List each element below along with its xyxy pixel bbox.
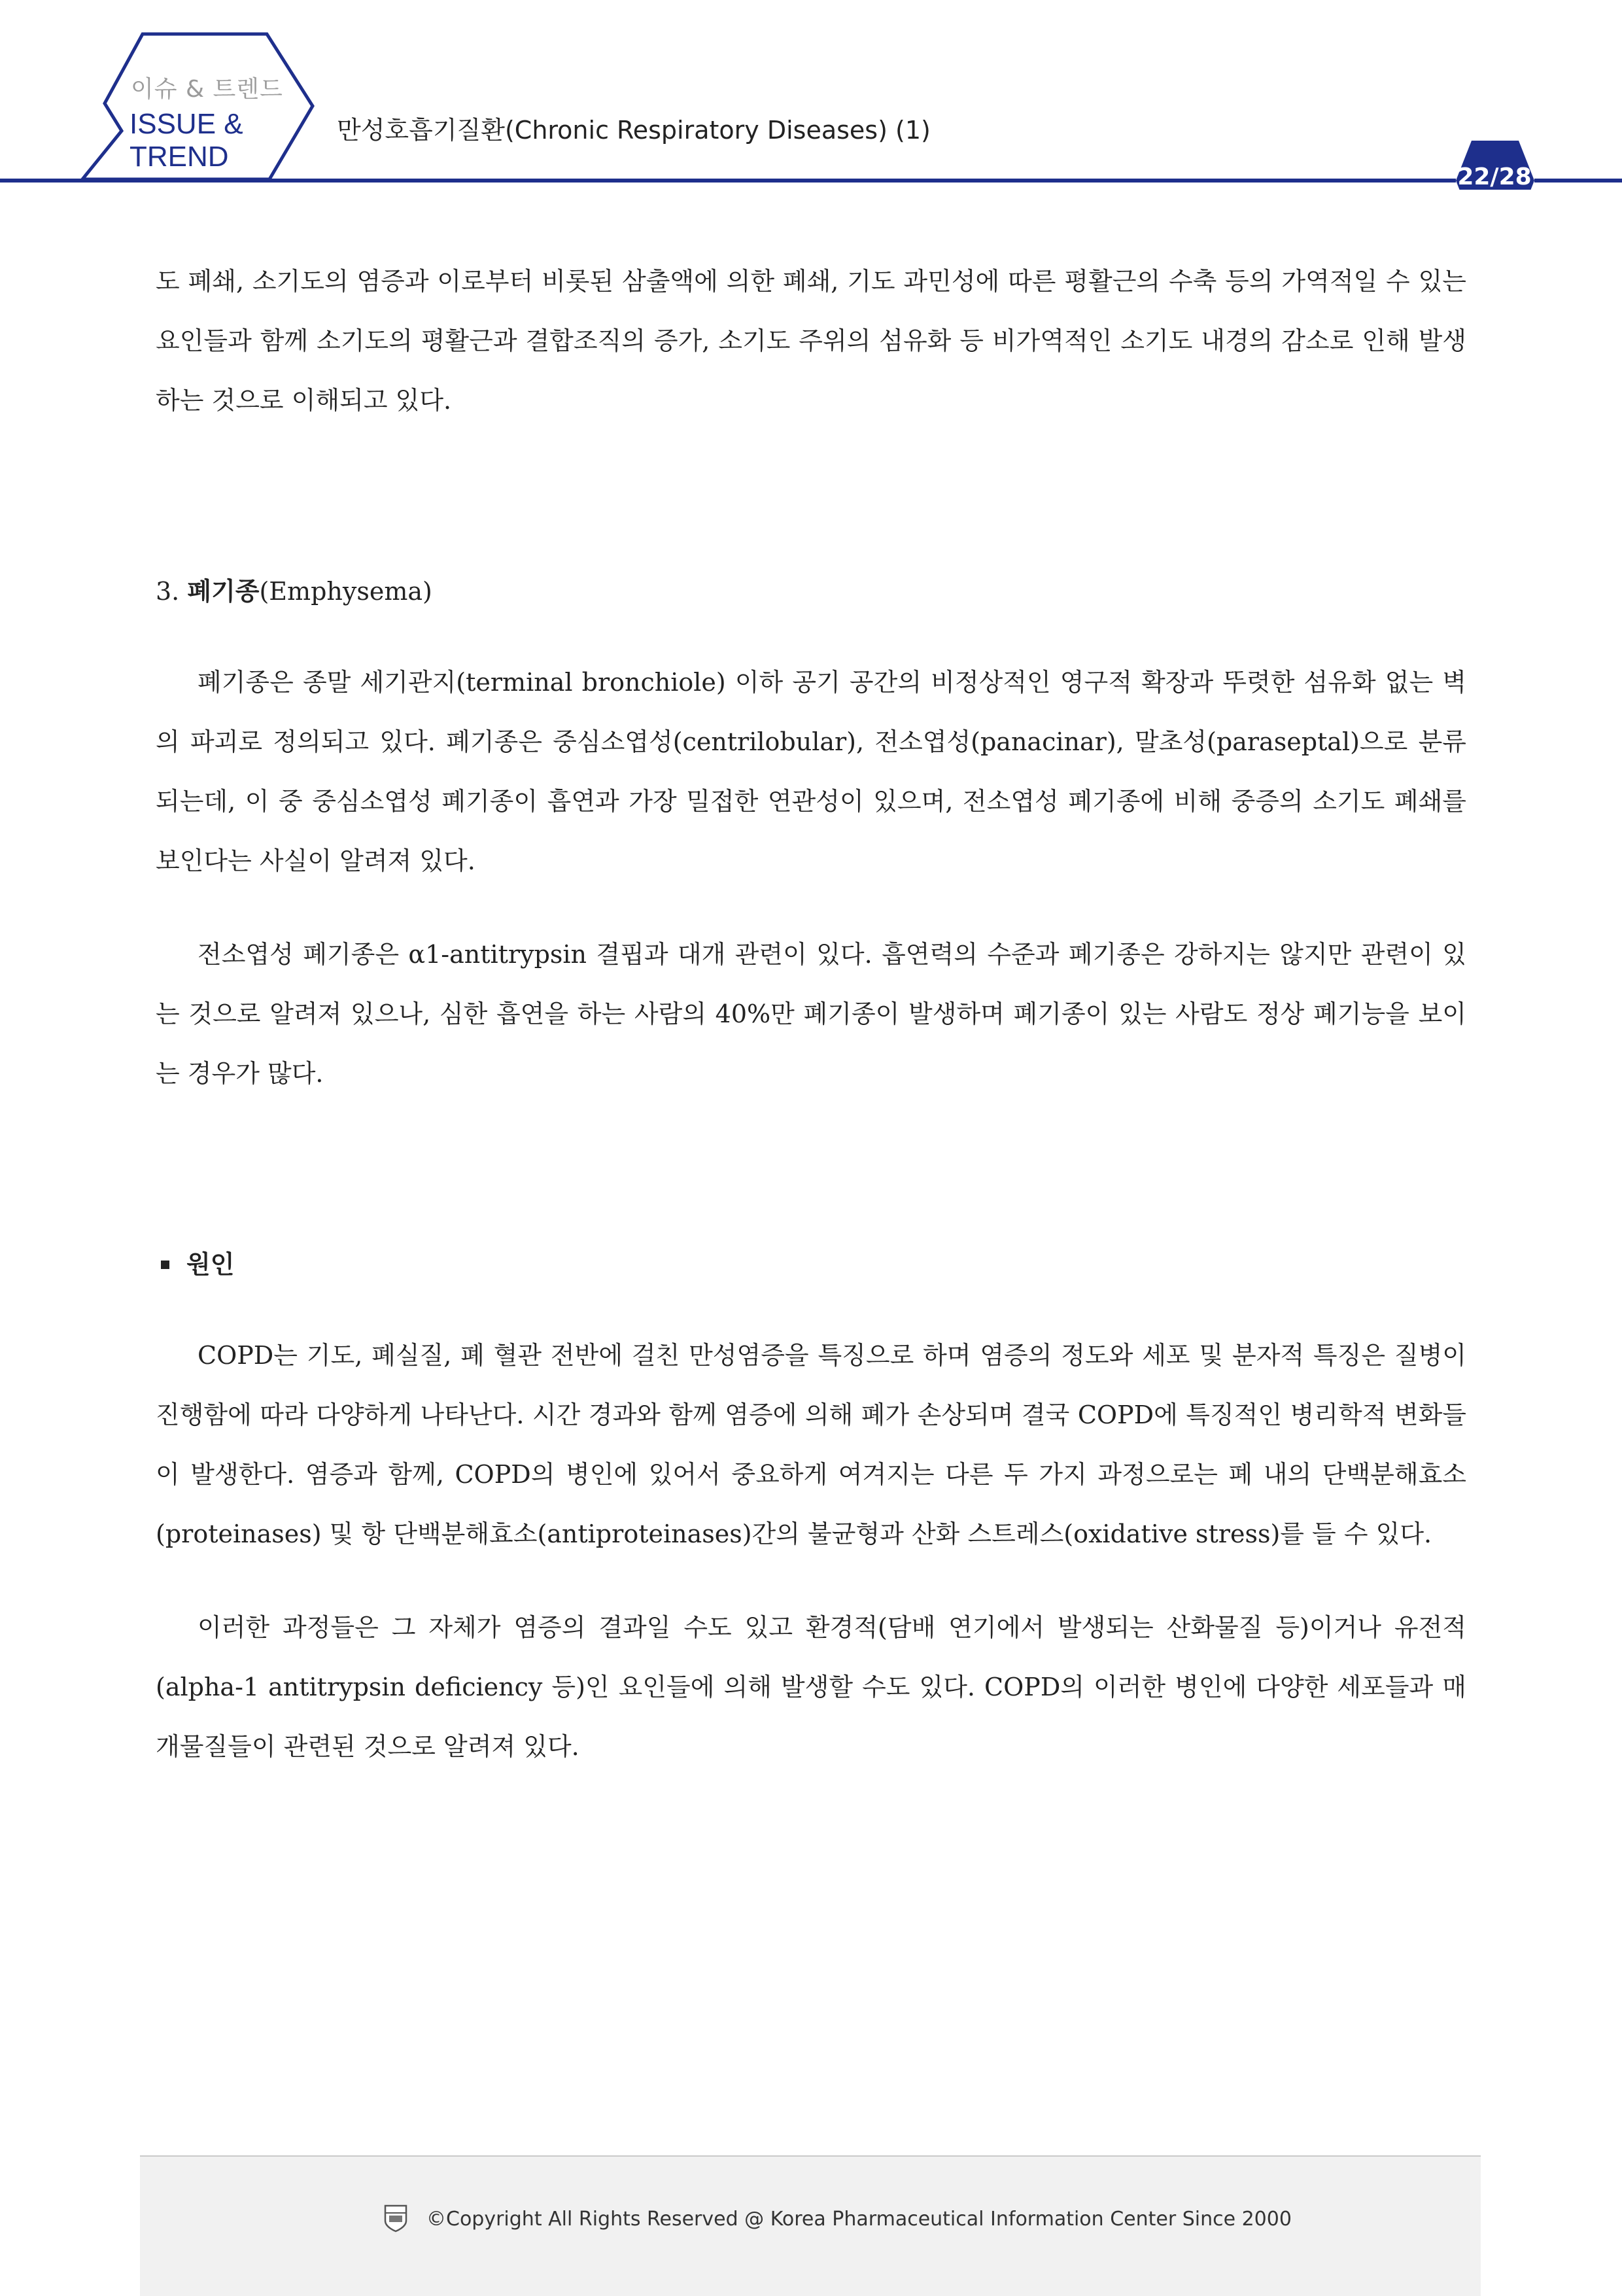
cause-heading	[156, 1234, 1466, 1295]
emphysema-paragraph-2: 전소엽성 폐기종은 α1-antitrypsin 결핍과 대개 관련이 있다. 흡연력의 수준과 폐기종은 강하지는 않지만 관련이 있는 것으로 알려져 있으나, 심한 흡연을 하는 사람의 40%만 폐기종이 발생하며 폐기종이 있는 사람도 정상 폐기능을 보이는 경우가 많다.	[156, 940, 1466, 1088]
logo-korean-text: 이슈 & 트렌드	[131, 76, 283, 103]
document-body	[156, 252, 1466, 1777]
document-title: 만성호흡기질환(Chronic Respiratory Diseases) (1)	[337, 116, 931, 145]
section-heading-emphysema	[156, 561, 1466, 621]
emphysema-paragraph-1: 폐기종은 종말 세기관지(terminal bronchiole) 이하 공기 공간의 비정상적인 영구적 확장과 뚜렷한 섬유화 없는 벽의 파괴로 정의되고 있다. 폐기종은 중심소엽성(centrilobular), 전소엽성(panacinar), 말초성(paraseptal)으로 분류되는데, 이 중 중심소엽성 폐기종이 흡연과 가장 밀접한 연관성이 있으며, 전소엽성 폐기종에 비해 중증의 소기도 폐쇄를 보인다는 사실이 알려져 있다.	[156, 668, 1466, 875]
cause-paragraph-1: COPD는 기도, 폐실질, 폐 혈관 전반에 걸친 만성염증을 특징으로 하며 염증의 정도와 세포 및 분자적 특징은 질병이 진행함에 따라 다양하게 나타난다. 시간 경과와 함께 염증에 의해 폐가 손상되며 결국 COPD에 특징적인 병리학적 변화들이 발생한다. 염증과 함께, COPD의 병인에 있어서 중요하게 여겨지는 다른 두 가지 과정으로는 폐 내의 단백분해효소(proteinases) 및 항 단백분해효소(antiproteinases)간의 불균형과 산화 스트레스(oxidative stress)를 들 수 있다.	[156, 1341, 1466, 1548]
section-title-english: (Emphysema)	[259, 577, 432, 606]
copyright-text: ©Copyright All Rights Reserved @ Korea Pharmaceutical Information Center Since 2000	[426, 2208, 1292, 2231]
intro-paragraph: 도 폐쇄, 소기도의 염증과 이로부터 비롯된 삼출액에 의한 폐쇄, 기도 과민성에 따른 평활근의 수축 등의 가역적일 수 있는 요인들과 함께 소기도의 평활근과 결합조직의 증가, 소기도 주위의 섬유화 등 비가역적인 소기도 내경의 감소로 인해 발생하는 것으로 이해되고 있다.	[156, 267, 1466, 415]
section-number: 3.	[156, 577, 180, 606]
page-footer	[140, 2155, 1481, 2296]
logo-trend-text: TREND	[129, 141, 229, 173]
page-header	[0, 0, 1622, 190]
cause-title: 원인	[186, 1249, 235, 1279]
cause-paragraph-2: 이러한 과정들은 그 자체가 염증의 결과일 수도 있고 환경적(담배 연기에서 발생되는 산화물질 등)이거나 유전적(alpha-1 antitrypsin deficiency 등)인 요인들에 의해 발생할 수도 있다. COPD의 이러한 병인에 다양한 세포들과 매개물질들이 관련된 것으로 알려져 있다.	[156, 1613, 1466, 1761]
section-title-korean: 폐기종	[187, 576, 260, 606]
kpic-seal-icon	[383, 2204, 408, 2233]
logo-issue-text: ISSUE &	[129, 108, 243, 140]
square-bullet-icon	[161, 1261, 169, 1269]
page-number: 22/28	[1457, 164, 1532, 190]
